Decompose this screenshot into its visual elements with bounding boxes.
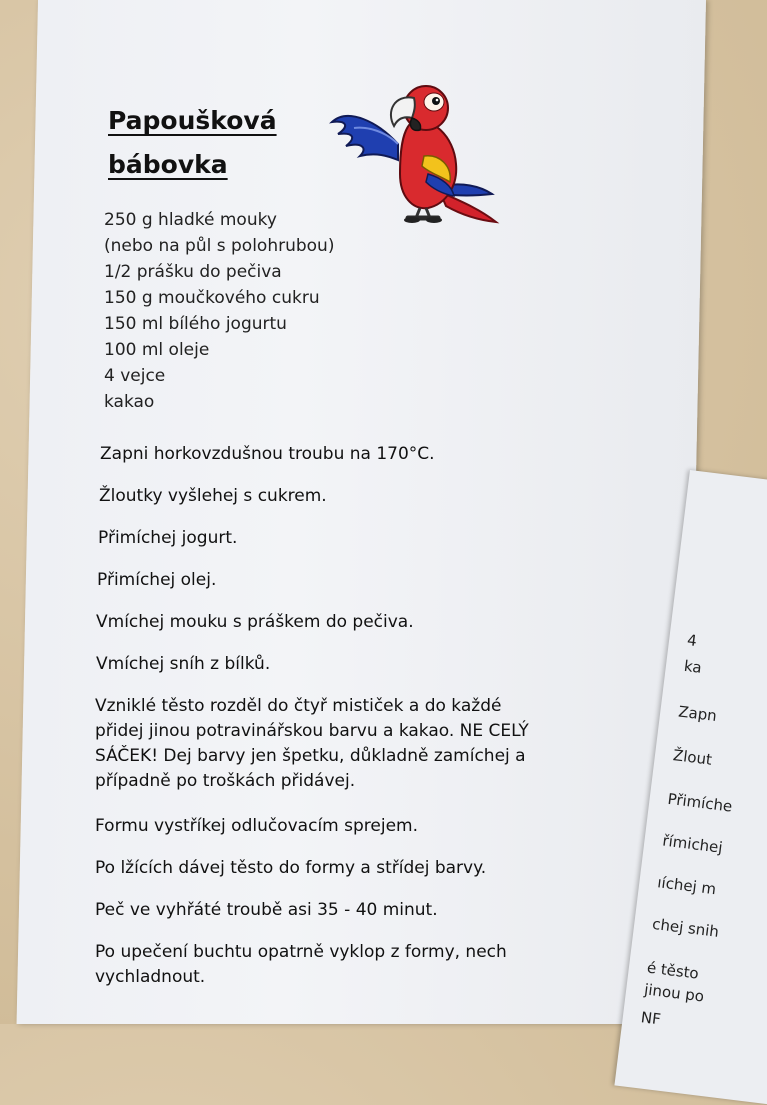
recipe-title-line1: Papoušková (108, 106, 277, 135)
sheet2-fragment: chej snih (651, 914, 720, 941)
sheet2-fragment: NF (639, 1008, 662, 1029)
sheet2-fragment: ka (683, 656, 703, 677)
ingredient-item: 150 ml bílého jogurtu (104, 314, 287, 334)
ingredient-item: 100 ml oleje (104, 340, 210, 360)
sheet2-fragment: Přimíche (666, 789, 734, 816)
sheet2-fragment: ıíchej m (656, 873, 718, 899)
step-text: Vmíchej sníh z bílků. (96, 654, 271, 674)
step-text: Přimíchej olej. (97, 570, 217, 590)
step-text: Zapni horkovzdušnou troubu na 170°C. (100, 444, 435, 464)
sheet2-fragment: římichej (661, 831, 724, 857)
step-text: Po lžících dávej těsto do formy a střídej barvy. (95, 858, 487, 878)
ingredient-item: 250 g hladké mouky (104, 210, 277, 230)
recipe-title-line2: bábovka (108, 150, 228, 179)
step-text: Vzniklé těsto rozděl do čtyř mističek a do každé (95, 696, 502, 716)
step-text: Peč ve vyhřáté troubě asi 35 - 40 minut. (95, 900, 438, 920)
ingredient-item: 4 vejce (104, 366, 166, 386)
step-text: Formu vystříkej odlučovacím sprejem. (95, 816, 418, 836)
ingredient-item: 150 g moučkového cukru (104, 288, 320, 308)
step-text: vychladnout. (95, 967, 206, 987)
sheet2-fragment: jinou po (643, 980, 706, 1006)
sheet2-fragment: Žlout (672, 746, 713, 769)
step-text: Žloutky vyšlehej s cukrem. (99, 486, 327, 506)
sheet2-fragment: Zapn (677, 702, 718, 726)
step-text: Po upečení buchtu opatrně vyklop z formy, nech (95, 942, 507, 962)
step-text: přidej jinou potravinářskou barvu a kakao. NE CELÝ (95, 721, 529, 741)
ingredient-item: kakao (104, 392, 155, 412)
sheet2-fragment: 4 (686, 631, 698, 651)
parrot-icon (328, 82, 500, 228)
ingredient-item: 1/2 prášku do pečiva (104, 262, 282, 282)
step-text: Vmíchej mouku s práškem do pečiva. (96, 612, 414, 632)
sheet2-fragment: é těsto (645, 958, 700, 983)
step-text: případně po troškách přidávej. (95, 771, 356, 791)
step-text: Přimíchej jogurt. (98, 528, 238, 548)
step-text: SÁČEK! Dej barvy jen špetku, důkladně zamíchej a (95, 746, 526, 766)
ingredient-item: (nebo na půl s polohrubou) (104, 236, 335, 256)
